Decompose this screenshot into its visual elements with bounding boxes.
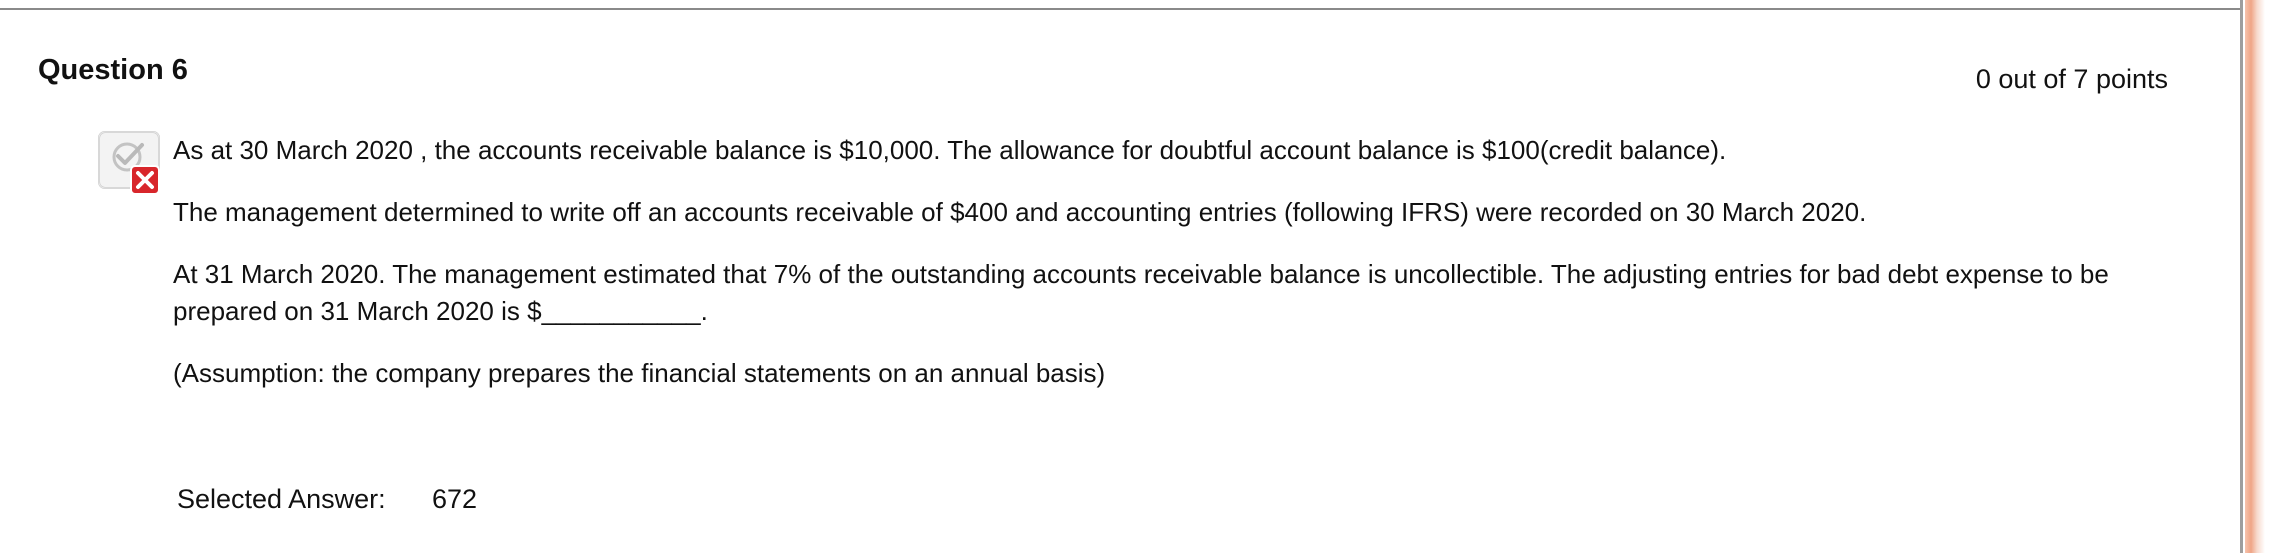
top-divider <box>0 0 2242 10</box>
question-title: Question 6 <box>38 54 188 86</box>
question-paragraph-1: As at 30 March 2020 , the accounts receivable balance is $10,000. The allowance for doubtful account balance is $100(credit balance). <box>173 135 1727 165</box>
question-text <box>173 132 2173 417</box>
question-paragraph-3: At 31 March 2020. The management estimated that 7% of the outstanding accounts receivable balance is uncollectible. The adjusting entries for bad debt expense to be prepared on 31 March 2020 is $___________. <box>173 259 2109 326</box>
question-paragraph-2: The management determined to write off an accounts receivable of $400 and accounting entries (following IFRS) were recorded on 30 March 2020. <box>173 197 1867 227</box>
right-accent-stripe <box>2245 0 2289 553</box>
question-paragraph-4: (Assumption: the company prepares the financial statements on an annual basis) <box>173 358 1106 388</box>
selected-answer-label: Selected Answer: <box>177 484 386 514</box>
question-score: 0 out of 7 points <box>1975 64 2168 94</box>
selected-answer-value: 672 <box>432 484 478 514</box>
selected-answer-row <box>177 484 477 515</box>
right-divider <box>2240 0 2243 553</box>
incorrect-icon <box>97 130 163 196</box>
